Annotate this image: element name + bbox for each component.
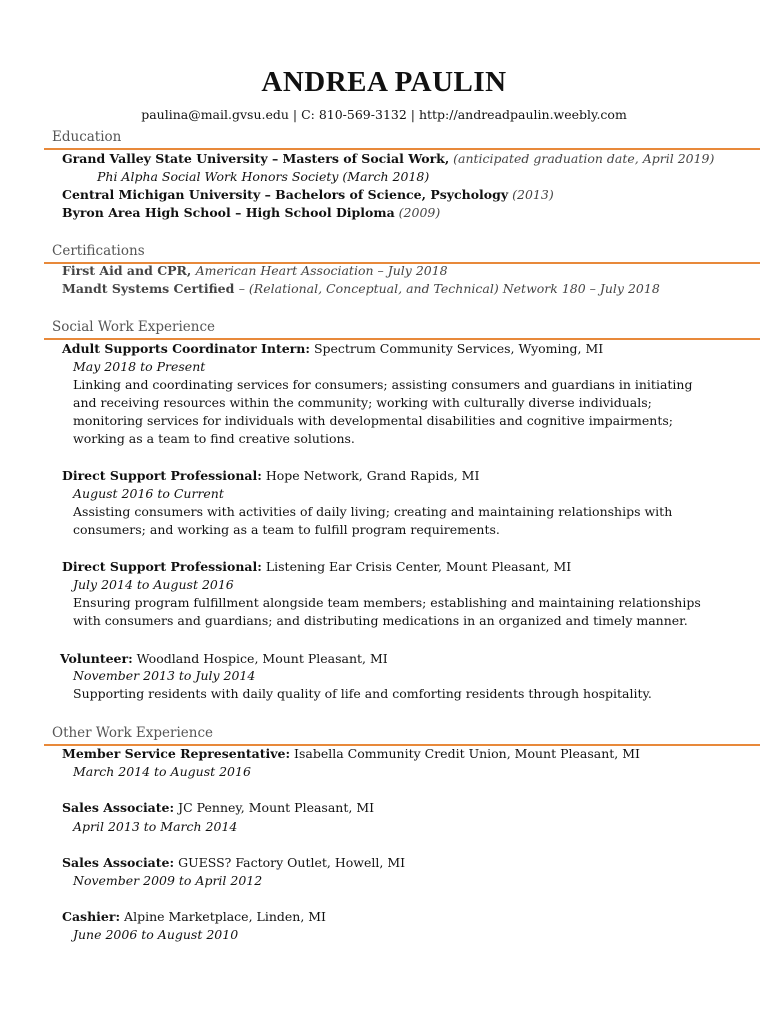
certification-entry: Mandt Systems Certified – (Relational, Conceptual, and Technical) Network 180 – July 2018: [62, 281, 660, 296]
job-dates: August 2016 to Current: [73, 486, 224, 501]
certifications-section-header: [52, 242, 758, 264]
education-entry: Central Michigan University – Bachelors of Science, Psychology (2013): [62, 187, 554, 202]
education-entry: Byron Area High School – High School Diploma (2009): [62, 205, 441, 220]
job-title-line: Sales Associate: GUESS? Factory Outlet, Howell, MI: [62, 855, 406, 870]
education-honor: Phi Alpha Social Work Honors Society (March 2018): [97, 169, 430, 184]
job-description-line: Assisting consumers with activities of daily living; creating and maintaining relationships with: [73, 504, 673, 519]
job-dates: July 2014 to August 2016: [73, 577, 234, 592]
education-section-header: [52, 128, 758, 150]
job-description-line: Ensuring program fulfillment alongside team members; establishing and maintaining relationships: [73, 595, 701, 610]
job-description-line: consumers; and working as a team to fulfill program requirements.: [73, 522, 500, 537]
other-work-section-header: [52, 724, 758, 746]
job-dates: May 2018 to Present: [73, 359, 206, 374]
job-title-line: Cashier: Alpine Marketplace, Linden, MI: [62, 909, 326, 924]
job-dates: June 2006 to August 2010: [73, 927, 239, 942]
job-dates: November 2013 to July 2014: [73, 668, 256, 683]
education-title: Education: [52, 129, 122, 145]
job-dates: April 2013 to March 2014: [73, 819, 238, 834]
job-title-line: Adult Supports Coordinator Intern: Spectrum Community Services, Wyoming, MI: [62, 341, 604, 356]
job-title-line: Volunteer: Woodland Hospice, Mount Pleasant, MI: [60, 651, 388, 666]
certification-entry: First Aid and CPR, American Heart Association – July 2018: [62, 263, 448, 278]
job-dates: March 2014 to August 2016: [73, 764, 251, 779]
social-work-title: Social Work Experience: [52, 319, 216, 335]
job-description-line: Linking and coordinating services for consumers; assisting consumers and guardians in initiating: [73, 377, 693, 392]
job-description-line: Supporting residents with daily quality of life and comforting residents through hospitality.: [73, 686, 652, 701]
certifications-title: Certifications: [52, 243, 145, 259]
contact-line: paulina@mail.gvsu.edu | C: 810-569-3132 | http://andreadpaulin.weebly.com: [141, 107, 627, 122]
job-description-line: monitoring services for individuals with developmental disabilities and cognitive impairments;: [73, 413, 673, 428]
job-title-line: Direct Support Professional: Hope Network, Grand Rapids, MI: [62, 468, 480, 483]
job-dates: November 2009 to April 2012: [73, 873, 263, 888]
education-entry: Grand Valley State University – Masters of Social Work, (anticipated graduation date, April 2019): [62, 151, 715, 166]
job-title-line: Member Service Representative: Isabella Community Credit Union, Mount Pleasant, MI: [62, 746, 640, 761]
job-description-line: and receiving resources within the community; working with culturally diverse individuals;: [73, 395, 652, 410]
job-title-line: Direct Support Professional: Listening Ear Crisis Center, Mount Pleasant, MI: [62, 559, 572, 574]
other-work-title: Other Work Experience: [52, 725, 214, 741]
social-work-section-header: [52, 318, 758, 340]
candidate-name: ANDREA PAULIN: [261, 66, 507, 98]
job-title-line: Sales Associate: JC Penney, Mount Pleasant, MI: [62, 800, 375, 815]
job-description-line: with consumers and guardians; and distributing medications in an organized and timely manner.: [73, 613, 688, 628]
job-description-line: working as a team to find creative solutions.: [73, 431, 355, 446]
